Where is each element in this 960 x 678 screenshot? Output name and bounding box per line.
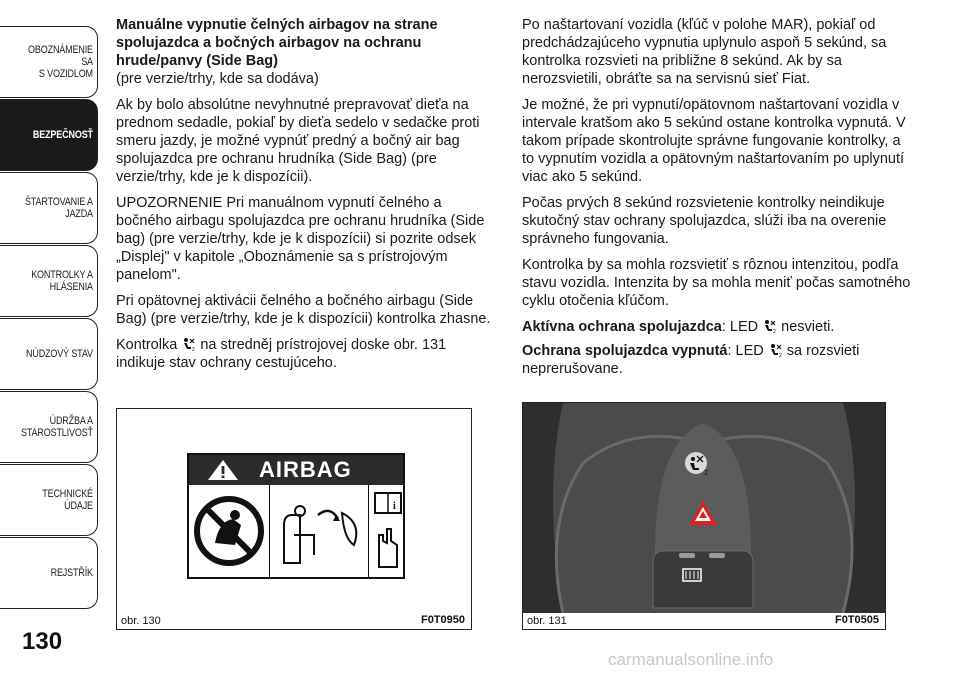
airbag-label-title: AIRBAG	[259, 457, 352, 482]
airbag-off-icon	[762, 319, 777, 333]
tab-bezpecnost[interactable]: BEZPEČNOSŤ	[0, 99, 98, 171]
chapter-sidebar	[0, 0, 100, 600]
paragraph: Počas prvých 8 sekúnd rozsvietenie kontrolky neindikuje skutočný stav ochrany spolujazdca, slúži iba na overenie správneho fungovania.	[522, 195, 887, 247]
svg-text:2: 2	[704, 470, 708, 477]
tab-technicke-udaje[interactable]: TECHNICKÉ ÚDAJE	[0, 464, 98, 536]
left-column	[116, 16, 496, 380]
figure-130	[116, 408, 472, 630]
heading-note: (pre verzie/trhy, kde sa dodáva)	[116, 71, 319, 87]
tab-startovanie[interactable]: ŠTARTOVANIE A JAZDA	[0, 172, 98, 244]
paragraph: Kontrolka by sa mohla rozsvietiť s rôznou intenzitou, podľa stavu vozidla. Intenzita by sa mohla meniť počas samotného cyklu otočenia kľúčom.	[522, 257, 911, 309]
dashboard-panel	[523, 403, 885, 613]
page-number: 130	[22, 628, 63, 655]
figure-code: F0T0950	[420, 614, 465, 626]
figure-131	[522, 402, 886, 630]
svg-text:i: i	[393, 501, 396, 512]
tab-rejstrik[interactable]: REJSTŘÍK	[0, 537, 98, 609]
figure-caption: obr. 130	[121, 615, 161, 627]
status-off: Ochrana spolujazdca vypnutá: LED 2 sa rozsvieti neprerušovane.	[522, 343, 860, 377]
paragraph: Po naštartovaní vozidla (kľúč v polohe MAR), pokiaľ od predchádzajúceho vypnutia uplynulo aspoň 5 sekúnd, sa kontrolka rozsvieti na približne 8 sekúnd. Ak by sa nerozsvietili, obráťte sa na servisnú sieť Fiat.	[522, 17, 887, 87]
paragraph: Ak by bolo absolútne nevyhnutné prepravovať dieťa na prednom sedadle, pokiaľ by dieťa sedelo v sedačke proti smeru jazdy, je možné vypnúť predný a bočný air bag spolujazdca pre ochranu hrudníka (Side Bag) (pre verzie/trhy, kde je k dispozícii).	[116, 97, 480, 185]
paragraph: Je možné, že pri vypnutí/opätovnom naštartovaní vozidla v intervale kratšom ako 5 sekúnd ostane kontrolka vypnutá. V takom prípade skontrolujte správne fungovanie kontrolky, a to vypnutím vozidla a opätovným naštartovaním po uplynutí viac ako 5 sekúnd.	[522, 97, 906, 185]
tab-udrzba[interactable]: ÚDRŽBA A STAROSTLIVOSŤ	[0, 391, 98, 463]
airbag-off-icon	[181, 337, 196, 351]
read-manual-icon	[369, 485, 407, 577]
right-column	[522, 16, 914, 386]
status-active: Aktívna ochrana spolujazdca: LED 2 nesvieti.	[522, 319, 835, 335]
paragraph: Pri opätovnej aktivácii čelného a bočného airbagu (Side Bag) (pre verzie/trhy, kde je k dispozícii) kontrolka zhasne.	[116, 293, 491, 327]
section-heading: Manuálne vypnutie čelných airbagov na strane spolujazdca a bočných airbagov na ochranu hrude/panvy (Side Bag)	[116, 17, 438, 69]
airbag-warning-label	[187, 453, 405, 579]
watermark: carmanualsonline.info	[608, 650, 774, 669]
warning-paragraph: UPOZORNENIE Pri manuálnom vypnutí čelného a bočného airbagu spolujazdca pre ochranu hrudníka (Side bag) (pre verzie/trhy, kde je k dispozícii) si pozrite odsek „Displej" v kapitole „Oboznámenie sa s prístrojovým panelom".	[116, 195, 485, 283]
figure-caption: obr. 131	[527, 615, 567, 627]
airbag-label-header	[189, 455, 403, 485]
figure-code: F0T0505	[834, 614, 879, 626]
no-rear-facing-seat-icon	[189, 485, 270, 577]
svg-text:2: 2	[192, 347, 196, 351]
tab-kontrolky[interactable]: KONTROLKY A HLÁSENIA	[0, 245, 98, 317]
svg-text:2: 2	[773, 329, 776, 333]
airbag-deploy-icon	[270, 485, 369, 577]
airbag-off-icon	[768, 343, 783, 357]
tab-oboznamenie[interactable]: OBOZNÁMENIE SA S VOZIDLOM	[0, 26, 98, 98]
warning-triangle-icon	[205, 458, 241, 482]
svg-text:2: 2	[778, 353, 782, 357]
tab-nudzovy-stav[interactable]: NÚDZOVÝ STAV	[0, 318, 98, 390]
paragraph-indicator: Kontrolka 2 na stredněj prístrojovej doske obr. 131 indikuje stav ochrany cestujúceho.	[116, 337, 447, 371]
